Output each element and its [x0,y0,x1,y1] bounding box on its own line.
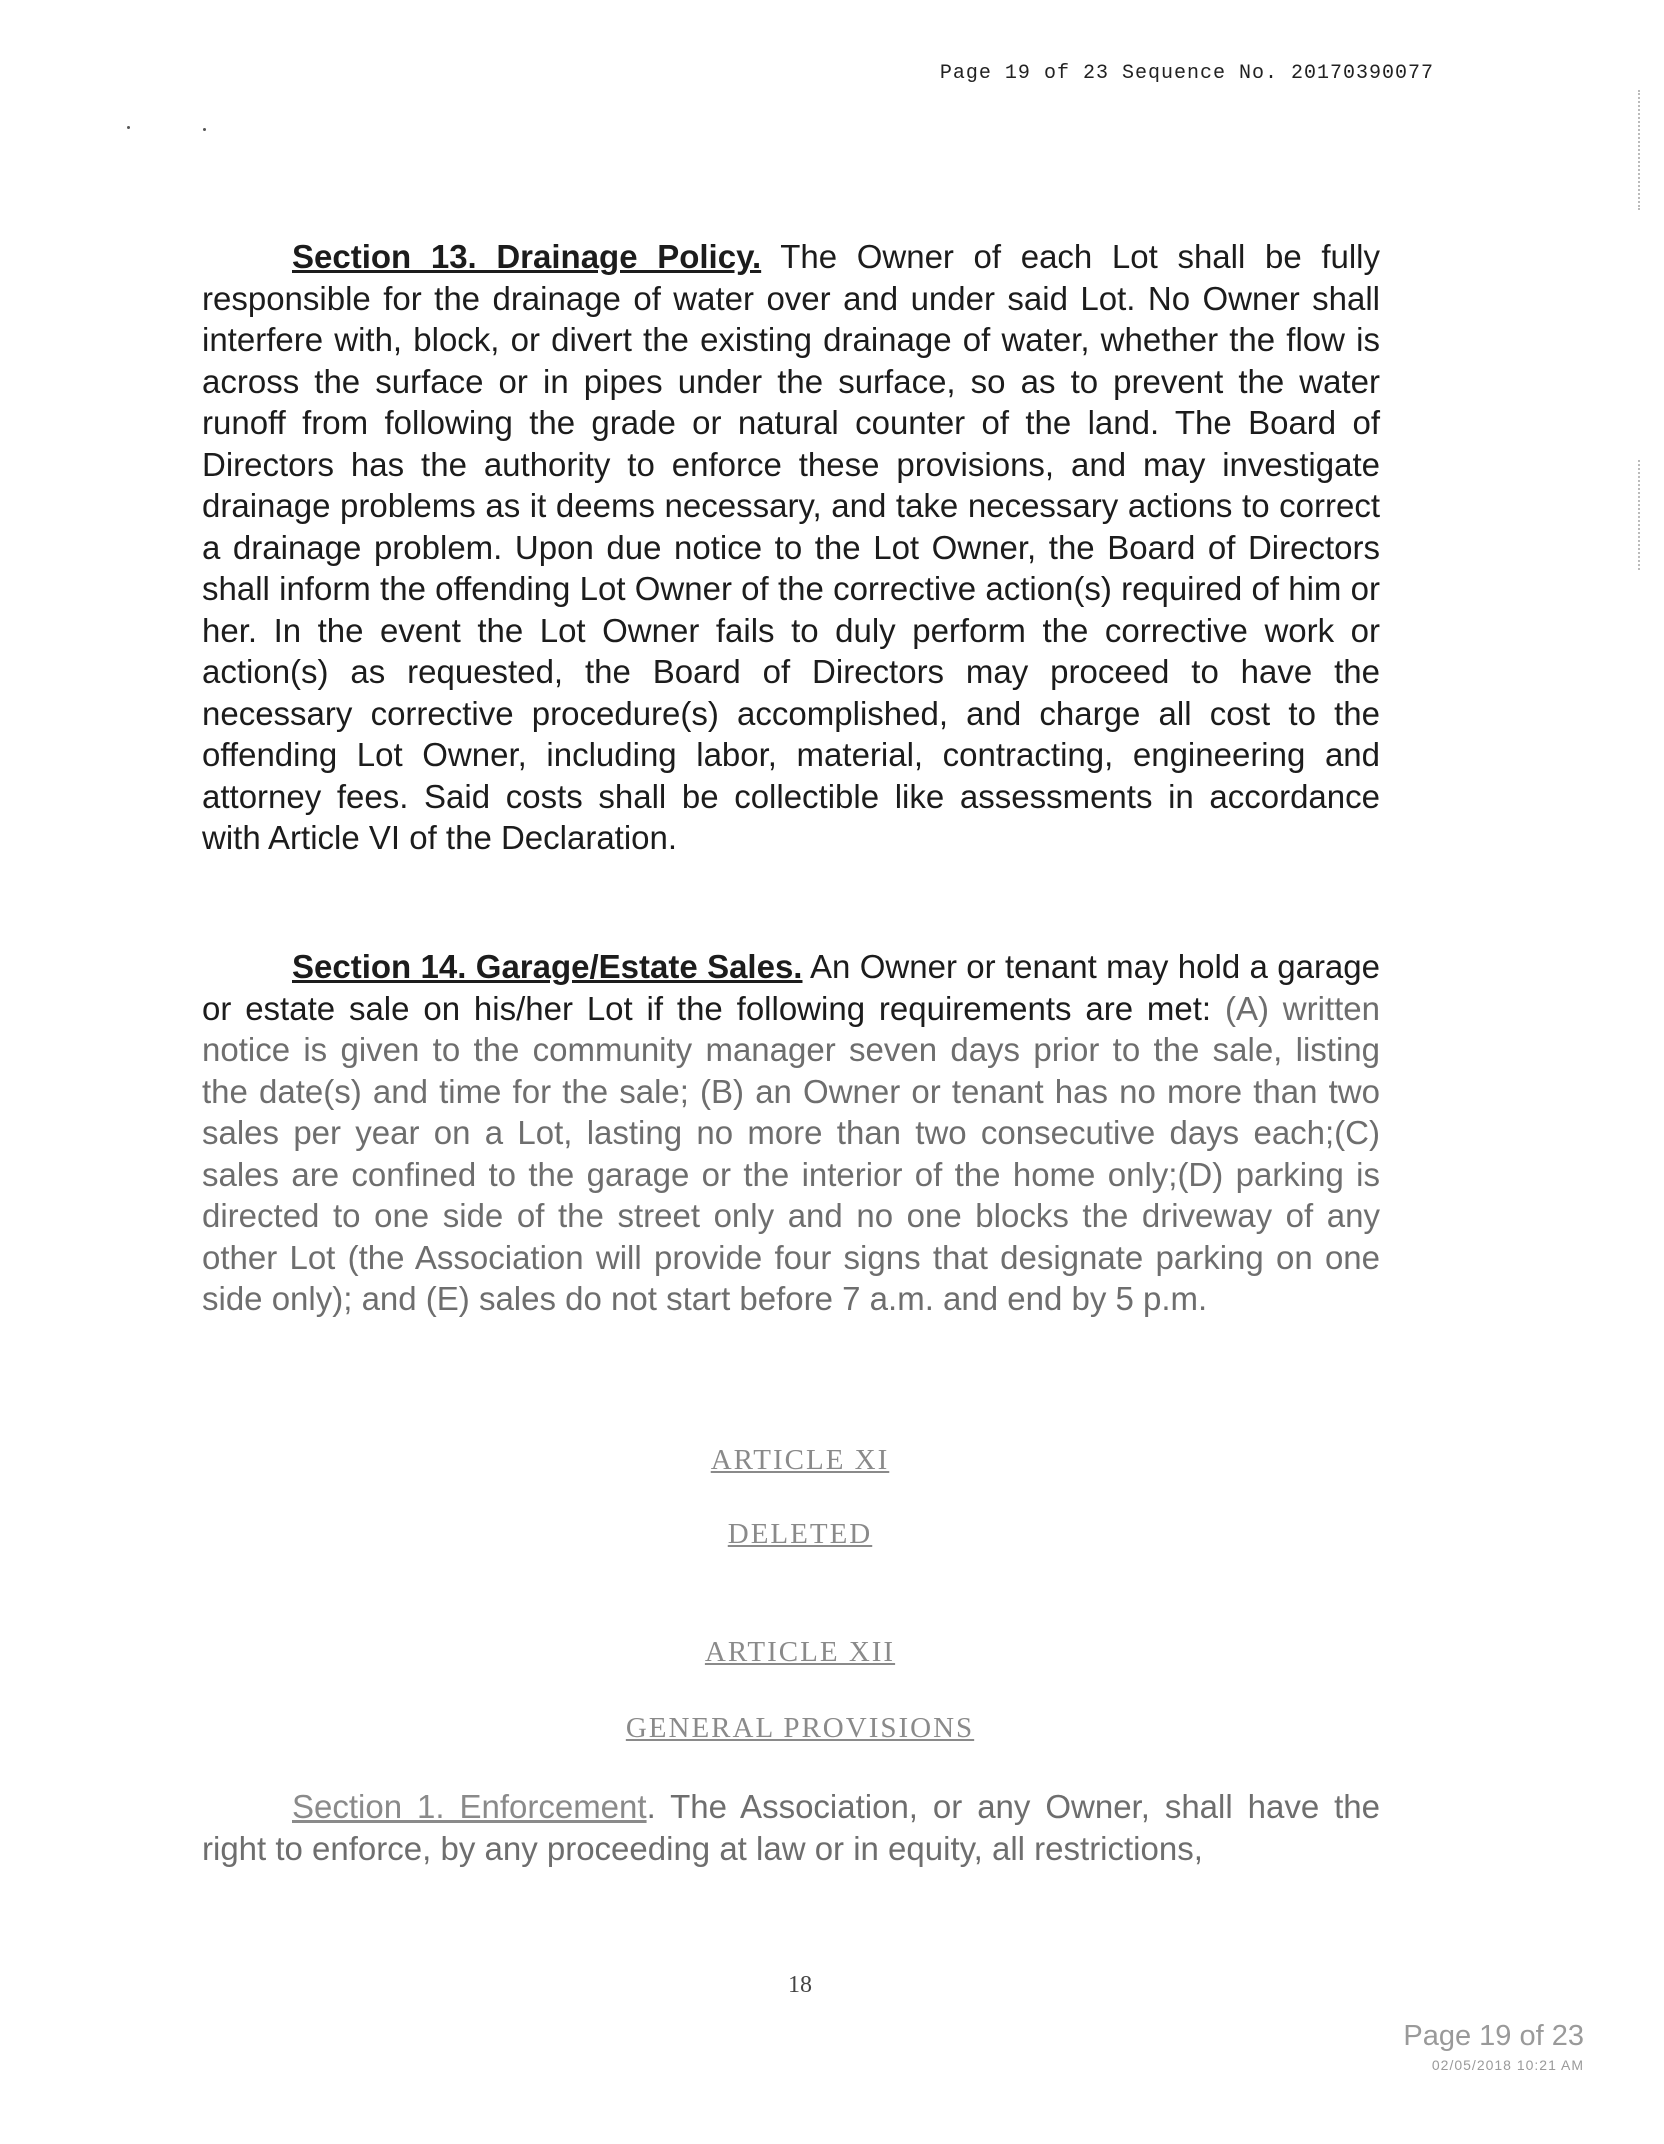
footer-stamp-page: Page 19 of 23 [1403,2020,1584,2052]
section-1 [202,1786,1380,1869]
section-14 [202,946,1380,1320]
section-13-text: The Owner of each Lot shall be fully responsible for the drainage of water over and under said Lot. No Owner shall interfere with, block, or divert the existing drainage of water, whether the flow is across the surface or in pipes under the surface, so as to prevent the water runoff from following the grade or natural counter of the land. The Board of Directors has the authority to enforce these provisions, and may investigate drainage problems as it deems necessary, and take necessary actions to correct a drainage problem. Upon due notice to the Lot Owner, the Board of Directors shall inform the offending Lot Owner of the corrective action(s) required of him or her. In the event the Lot Owner fails to duly perform the corrective work or action(s) as requested, the Board of Directors may proceed to have the necessary corrective procedure(s) accomplished, and charge all cost to the offending Lot Owner, including labor, material, contracting, engineering and attorney fees. Said costs shall be collectible like assessments in accordance with Article VI of the Declaration. [202,238,1380,856]
section-14-heading: Section 14. Garage/Estate Sales. [292,948,803,985]
scan-edge-marks [1638,90,1642,210]
footer-stamp [1403,2020,1584,2073]
scan-edge-marks [1638,460,1642,570]
scan-speck [203,128,206,131]
section-14-requirements: (A) written notice is given to the community manager seven days prior to the sale, listing the date(s) and time for the sale; (B) an Owner or tenant has no more than two sales per year on a Lot, lasting no more than two consecutive days each;(C) sales are confined to the garage or the interior of the home only;(D) parking is directed to one side of the street only and no one blocks the driveway of any other Lot (the Association will provide four signs that designate parking on one side only); and (E) sales do not start before 7 a.m. and end by 5 p.m. [202,989,1380,1317]
article-12-subtitle: GENERAL PROVISIONS [625,1712,975,1744]
article-12-title: ARTICLE XII [704,1636,896,1668]
scan-speck [127,126,130,129]
section-1-heading: Section 1. Enforcement [292,1788,647,1825]
section-1-text: . The Association, or any Owner, shall have the right to enforce, by any proceeding at law or in equity, all restrictions, [202,1788,1380,1867]
section-13-heading: Section 13. Drainage Policy. [292,238,762,275]
section-14-text: An Owner or tenant may hold a garage or estate sale on his/her Lot if the following requirements are met: [202,948,1380,1027]
footer-stamp-date: 02/05/2018 10:21 AM [1431,2057,1584,2073]
header-sequence-stamp: Page 19 of 23 Sequence No. 20170390077 [939,62,1434,85]
page-number: 18 [788,1972,812,1998]
section-13 [202,236,1380,859]
article-11-title: ARTICLE XI [710,1444,890,1476]
article-11-subtitle: DELETED [727,1518,873,1550]
